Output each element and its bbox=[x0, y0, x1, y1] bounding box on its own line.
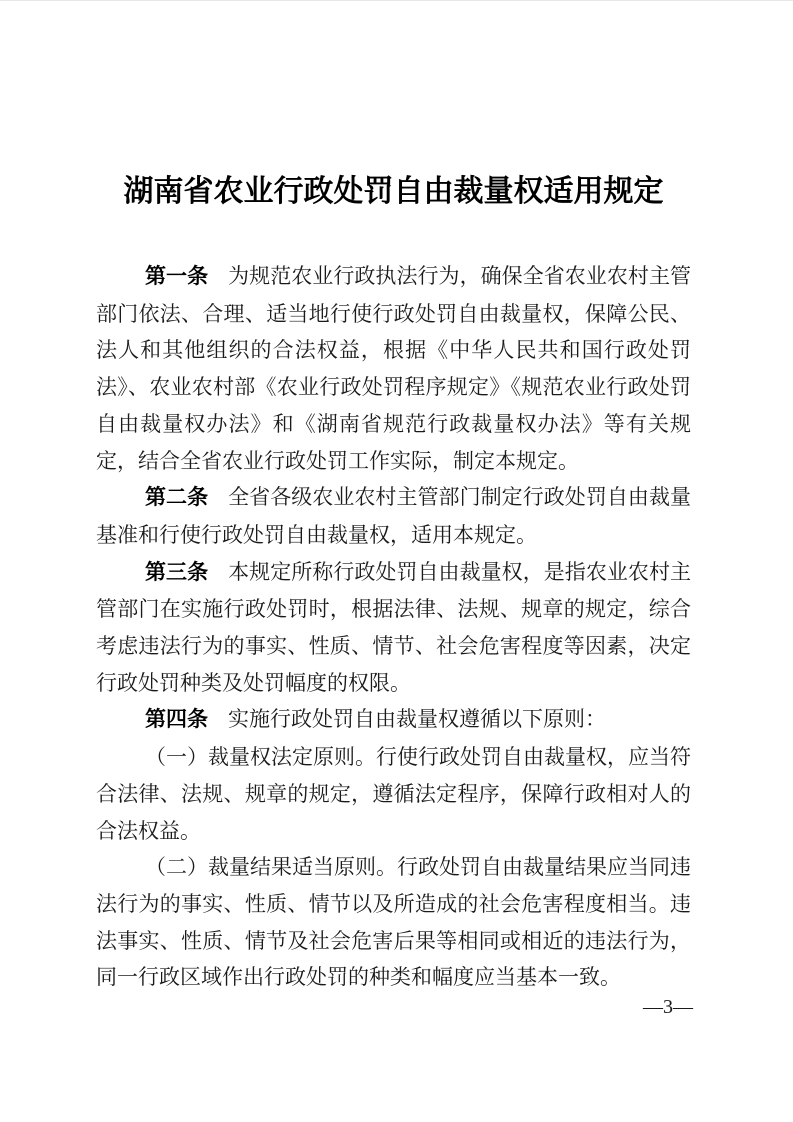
paragraph-article-4 bbox=[96, 701, 691, 739]
page-number: —3— bbox=[643, 996, 693, 1018]
article-label: 第四条 bbox=[145, 708, 208, 732]
article-label: 第一条 bbox=[145, 265, 209, 288]
paragraph-text: 本规定所称行政处罚自由裁量权，是指农业农村主管部门在实施行政处罚时，根据法律、法规、规章的规定，综合考虑违法行为的事实、性质、情节、社会危害程度等因素，决定行政处罚种类及处罚幅度的权限。 bbox=[96, 559, 691, 695]
document-body bbox=[96, 258, 691, 996]
article-label: 第二条 bbox=[145, 486, 209, 510]
paragraph-item-1 bbox=[96, 739, 691, 849]
paragraph-article-2 bbox=[96, 479, 691, 553]
paragraph-article-3 bbox=[96, 554, 691, 702]
paragraph-item-2 bbox=[96, 849, 691, 996]
paragraph-text: （二）裁量结果适当原则。行政处罚自由裁量结果应当同违法行为的事实、性质、情节以及所造成的社会危害程度相当。违法事实、性质、情节及社会危害后果等相同或相近的违法行为，同一行政区域作出行政处罚的种类和幅度应当基本一致。 bbox=[96, 855, 691, 990]
document-content bbox=[96, 1, 691, 996]
paragraph-text: 为规范农业行政执法行为，确保全省农业农村主管部门依法、合理、适当地行使行政处罚自由裁量权，保障公民、法人和其他组织的合法权益，根据《中华人民共和国行政处罚法》、农业农村部《农业行政处罚程序规定》《规范农业行政处罚自由裁量权办法》和《湖南省规范行政裁量权办法》等有关规定，结合全省农业行政处罚工作实际，制定本规定。 bbox=[96, 264, 691, 473]
paragraph-article-1 bbox=[96, 258, 691, 479]
paragraph-text: 实施行政处罚自由裁量权遵循以下原则： bbox=[228, 707, 606, 732]
article-label: 第三条 bbox=[145, 560, 209, 584]
document-title: 湖南省农业行政处罚自由裁量权适用规定 bbox=[123, 175, 664, 208]
paragraph-text: 全省各级农业农村主管部门制定行政处罚自由裁量基准和行使行政处罚自由裁量权，适用本规定。 bbox=[96, 485, 691, 547]
paragraph-text: （一）裁量权法定原则。行使行政处罚自由裁量权，应当符合法律、法规、规章的规定，遵循法定程序，保障行政相对人的合法权益。 bbox=[96, 745, 691, 843]
